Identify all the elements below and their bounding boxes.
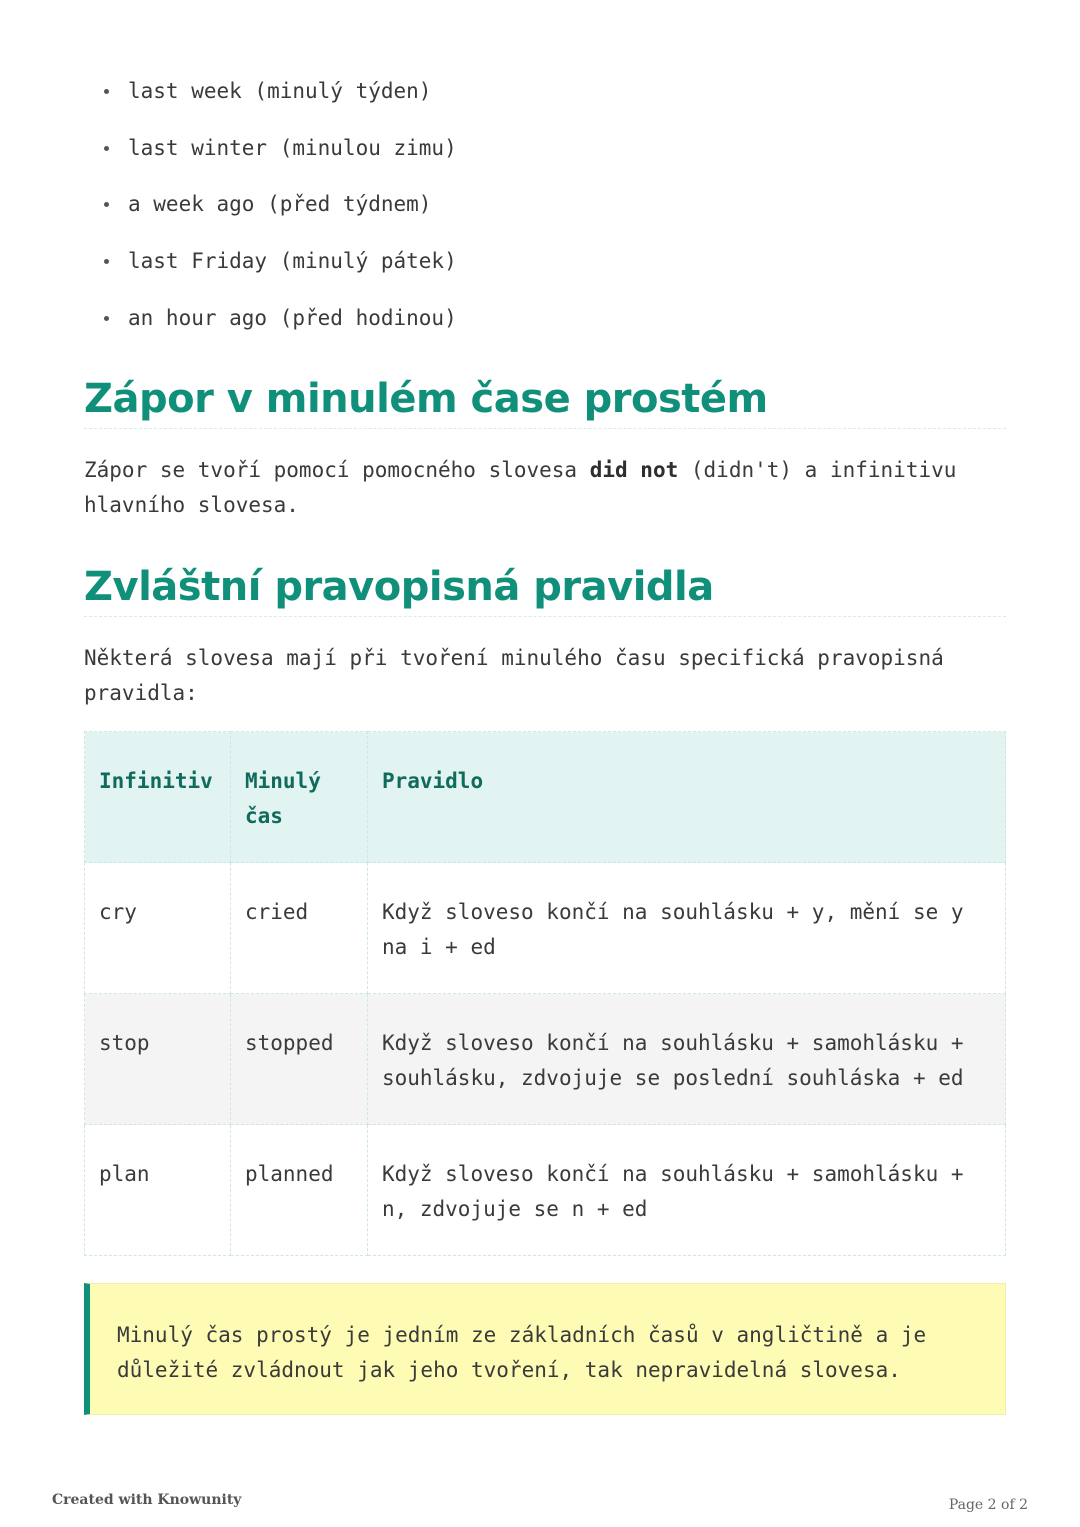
infinitive-cell: stop <box>85 994 231 1125</box>
infinitive-cell: plan <box>85 1125 231 1256</box>
list-item: last week (minulý týden) <box>100 70 457 127</box>
table-row <box>85 1125 1006 1256</box>
rule-cell: Když sloveso končí na souhlásku + samohlásku + souhlásku, zdvojuje se poslední souhláska + ed <box>367 994 1005 1125</box>
list-item: an hour ago (před hodinou) <box>100 297 457 354</box>
summary-note: Minulý čas prostý je jedním ze základních časů v angličtině a je důležité zvládnout jak jeho tvoření, tak nepravidelná slovesa. <box>84 1283 1006 1415</box>
rule-cell: Když sloveso končí na souhlásku + samohlásku + n, zdvojuje se n + ed <box>367 1125 1005 1256</box>
column-header-rule: Pravidlo <box>367 732 1005 863</box>
column-header-past-tense: Minulý čas <box>230 732 367 863</box>
footer-credit: Created with Knowunity <box>52 1492 242 1508</box>
negation-paragraph <box>84 453 1004 523</box>
time-expression-list <box>100 70 457 353</box>
negation-text-end: (didn't) a infinitivu hlavního slovesa. <box>84 458 957 517</box>
negation-text: Zápor se tvoří pomocí pomocného slovesa <box>84 458 590 482</box>
spelling-rules-table <box>84 731 1006 1256</box>
list-item: a week ago (před týdnem) <box>100 183 457 240</box>
column-header-infinitive: Infinitiv <box>85 732 231 863</box>
table-row <box>85 863 1006 994</box>
negation-keyword: did not <box>589 458 679 482</box>
past-tense-cell: stopped <box>230 994 367 1125</box>
rule-cell: Když sloveso končí na souhlásku + y, mění se y na i + ed <box>367 863 1005 994</box>
table-header-row <box>85 732 1006 863</box>
negation-heading: Zápor v minulém čase prostém <box>84 376 1006 429</box>
spelling-intro: Některá slovesa mají při tvoření minulého času specifická pravopisná pravidla: <box>84 646 944 705</box>
past-tense-cell: planned <box>230 1125 367 1256</box>
table-row <box>85 994 1006 1125</box>
list-item: last Friday (minulý pátek) <box>100 240 457 297</box>
page-number: Page 2 of 2 <box>948 1497 1028 1513</box>
spelling-heading: Zvláštní pravopisná pravidla <box>84 564 1006 617</box>
infinitive-cell: cry <box>85 863 231 994</box>
list-item: last winter (minulou zimu) <box>100 127 457 184</box>
past-tense-cell: cried <box>230 863 367 994</box>
